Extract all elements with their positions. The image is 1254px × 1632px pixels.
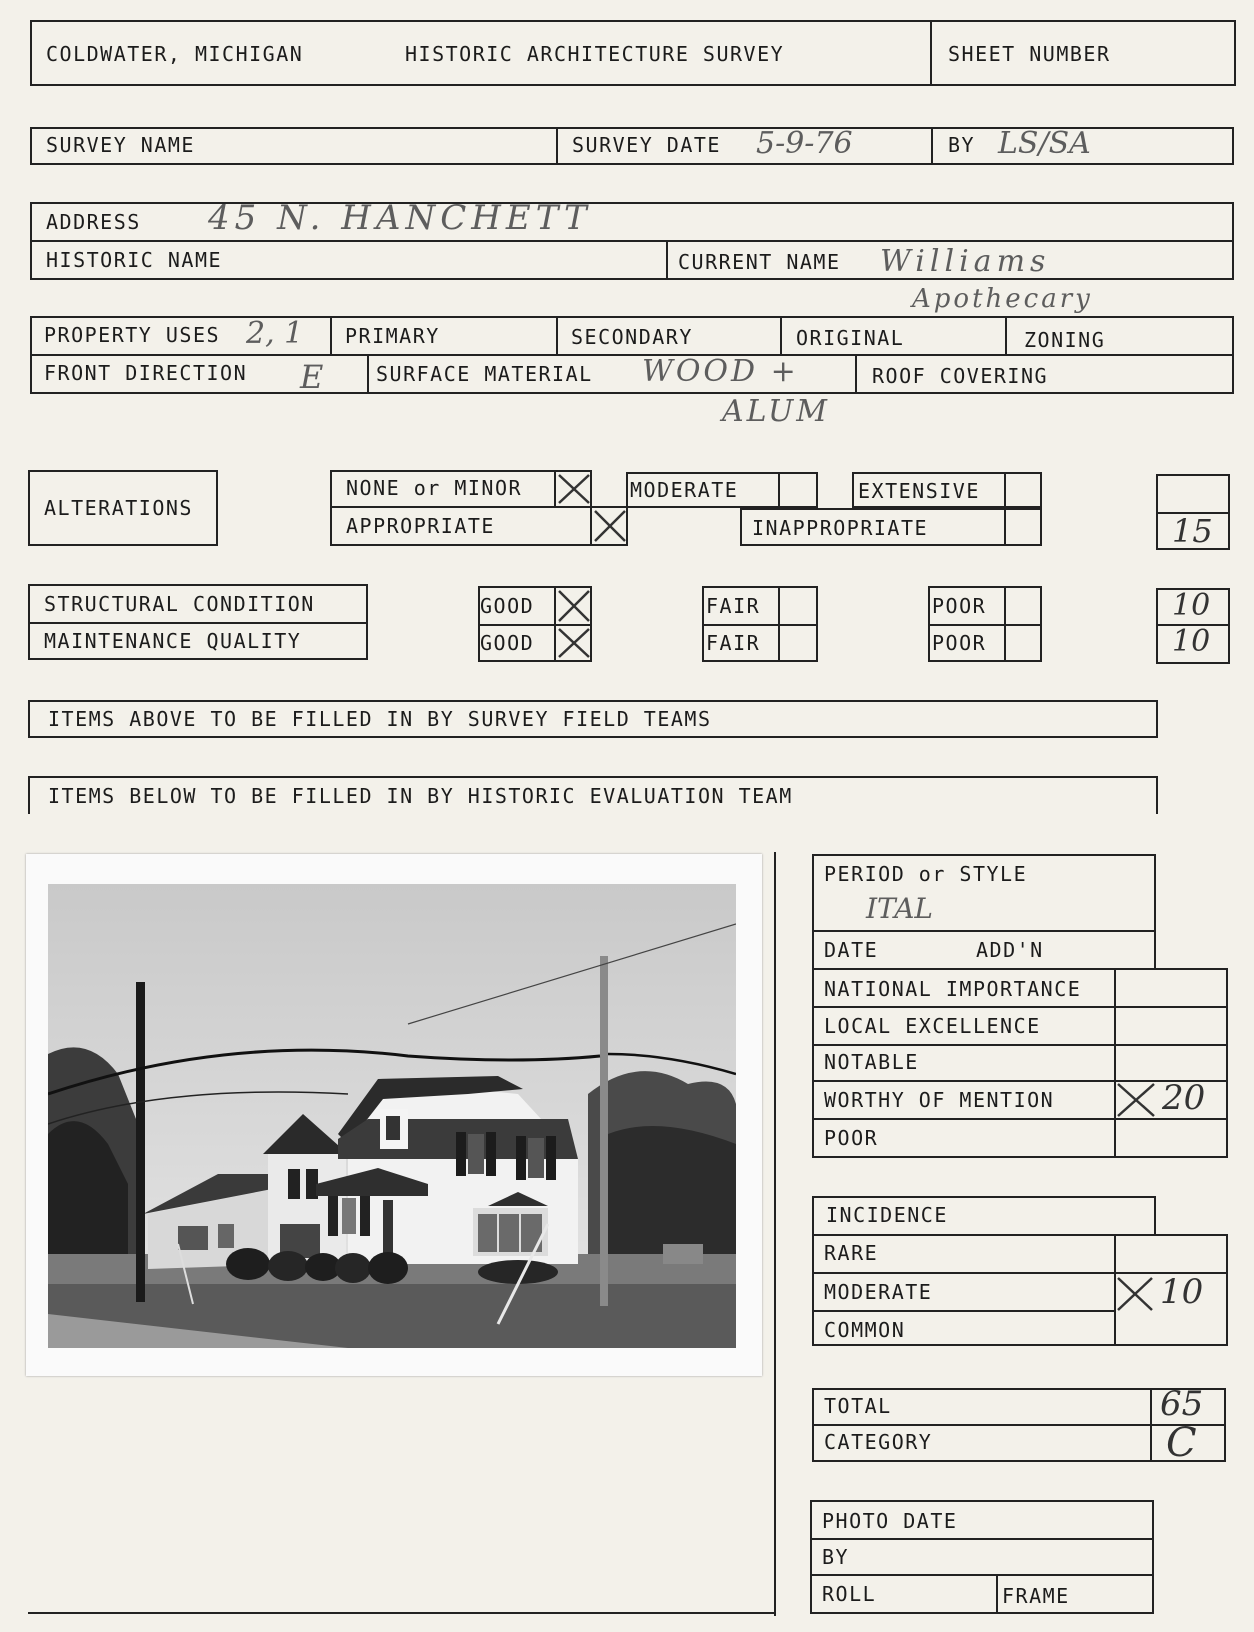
structural-condition-label: STRUCTURAL CONDITION [44, 592, 315, 616]
poor-row-divider [928, 624, 1042, 626]
survey-date-value: 5-9-76 [756, 126, 853, 161]
roll-label: ROLL [822, 1582, 877, 1606]
primary-label: PRIMARY [345, 324, 440, 348]
incidence-row-2 [812, 1310, 1114, 1312]
inappropriate-check-divider [1004, 508, 1006, 546]
property-divider-5 [367, 354, 369, 394]
property-uses-value: 2, 1 [246, 316, 304, 351]
national-importance-label: NATIONAL IMPORTANCE [824, 977, 1082, 1001]
worthy-x-mark [1114, 1080, 1158, 1120]
category-label: CATEGORY [824, 1430, 933, 1454]
notes-above: ITEMS ABOVE TO BE FILLED IN BY SURVEY FIELD TEAMS [48, 707, 712, 731]
notable-label: NOTABLE [824, 1050, 919, 1074]
alterations-score: 15 [1172, 512, 1213, 550]
header-divider [930, 20, 932, 86]
structural-good-label: GOOD [480, 594, 535, 618]
property-divider-6 [855, 354, 857, 394]
eval-date-label: DATE [824, 938, 879, 962]
header-city: COLDWATER, MICHIGAN [46, 42, 304, 66]
total-value: 65 [1160, 1384, 1204, 1424]
none-minor-label: NONE or MINOR [346, 476, 523, 500]
addn-label: ADD'N [976, 938, 1044, 962]
roof-covering-label: ROOF COVERING [872, 364, 1049, 388]
photo-info-row-1 [810, 1538, 1154, 1540]
category-value: C [1166, 1420, 1197, 1466]
maintenance-score: 10 [1172, 624, 1211, 659]
property-divider-3 [780, 316, 782, 354]
extensive-label: EXTENSIVE [858, 479, 980, 503]
current-name-value-1: Williams [880, 244, 1051, 279]
incidence-score: 10 [1160, 1272, 1204, 1312]
notes-below: ITEMS BELOW TO BE FILLED IN BY HISTORIC EVALUATION TEAM [48, 784, 793, 808]
worthy-score: 20 [1162, 1078, 1206, 1118]
incidence-moderate-label: MODERATE [824, 1280, 933, 1304]
header-title: HISTORIC ARCHITECTURE SURVEY [405, 42, 785, 66]
property-row-divider [30, 354, 1234, 356]
condition-row-divider [28, 622, 368, 624]
maintenance-good-label: GOOD [480, 631, 535, 655]
current-name-label: CURRENT NAME [678, 250, 841, 274]
survey-divider-2 [931, 127, 933, 165]
surface-material-value-1: WOOD + [642, 354, 799, 389]
extensive-check-divider [1004, 472, 1006, 508]
current-name-divider [666, 240, 668, 280]
frame-label: FRAME [1002, 1584, 1070, 1608]
notes-below-right [1156, 776, 1158, 814]
photo-info-row-2 [810, 1574, 1154, 1576]
photo-column-bottom [28, 1612, 776, 1614]
notes-below-left [28, 776, 30, 814]
inappropriate-label: INAPPROPRIATE [752, 516, 929, 540]
maintenance-poor-label: POOR [932, 631, 987, 655]
moderate-check-divider [778, 472, 780, 508]
total-label: TOTAL [824, 1394, 892, 1418]
original-label: ORIGINAL [796, 326, 905, 350]
property-uses-label: PROPERTY USES [44, 323, 221, 347]
moderate-label: MODERATE [630, 478, 739, 502]
notes-below-top [28, 776, 1158, 778]
property-divider-1 [330, 316, 332, 354]
structural-good-x-mark [556, 588, 592, 624]
front-direction-value: E [300, 358, 324, 396]
importance-row-4 [812, 1118, 1228, 1120]
surface-material-label: SURFACE MATERIAL [376, 362, 593, 386]
eval-poor-label: POOR [824, 1126, 879, 1150]
fair-row-divider [702, 624, 818, 626]
maintenance-good-x-mark [556, 626, 592, 660]
survey-name-label: SURVEY NAME [46, 133, 195, 157]
appropriate-x-mark [592, 508, 628, 544]
photo-date-label: PHOTO DATE [822, 1509, 958, 1533]
survey-date-label: SURVEY DATE [572, 133, 721, 157]
building-photo [48, 884, 736, 1348]
property-divider-4 [1005, 316, 1007, 354]
maintenance-fair-label: FAIR [706, 631, 761, 655]
importance-row-1 [812, 1006, 1228, 1008]
surface-material-value-2: ALUM [722, 394, 830, 429]
address-value: 45 N. HANCHETT [208, 198, 592, 238]
survey-divider-1 [556, 127, 558, 165]
property-divider-2 [556, 316, 558, 354]
structural-fair-label: FAIR [706, 594, 761, 618]
period-label: PERIOD or STYLE [824, 862, 1028, 886]
address-row-divider [30, 240, 1234, 242]
importance-row-2 [812, 1044, 1228, 1046]
front-direction-label: FRONT DIRECTION [44, 361, 248, 385]
incidence-x-mark [1114, 1274, 1156, 1314]
period-value: ITAL [866, 892, 934, 925]
historic-name-label: HISTORIC NAME [46, 248, 223, 272]
common-label: COMMON [824, 1318, 906, 1342]
poor-check-divider [1004, 586, 1006, 662]
incidence-label: INCIDENCE [826, 1203, 948, 1227]
totals-divider [812, 1424, 1226, 1426]
worthy-of-mention-label: WORTHY OF MENTION [824, 1088, 1055, 1112]
none-minor-x-mark [556, 472, 592, 506]
photo-by-label: BY [822, 1545, 850, 1569]
maintenance-quality-label: MAINTENANCE QUALITY [44, 629, 302, 653]
appropriate-label: APPROPRIATE [346, 514, 495, 538]
alterations-label: ALTERATIONS [44, 496, 193, 520]
sheet-number-label: SHEET NUMBER [948, 42, 1111, 66]
address-label: ADDRESS [46, 210, 141, 234]
photo-column-border [774, 852, 776, 1616]
structural-score: 10 [1172, 588, 1211, 623]
current-name-value-2: Apothecary [912, 284, 1093, 314]
zoning-label: ZONING [1024, 328, 1106, 352]
rare-label: RARE [824, 1241, 879, 1265]
fair-check-divider [778, 586, 780, 662]
local-excellence-label: LOCAL EXCELLENCE [824, 1014, 1041, 1038]
structural-poor-label: POOR [932, 594, 987, 618]
secondary-label: SECONDARY [571, 325, 693, 349]
totals-score-divider [1150, 1388, 1152, 1462]
importance-score-divider [1114, 968, 1116, 1158]
period-divider [812, 930, 1156, 932]
frame-divider [996, 1574, 998, 1614]
survey-by-value: LS/SA [998, 126, 1091, 161]
survey-by-label: BY [948, 133, 976, 157]
